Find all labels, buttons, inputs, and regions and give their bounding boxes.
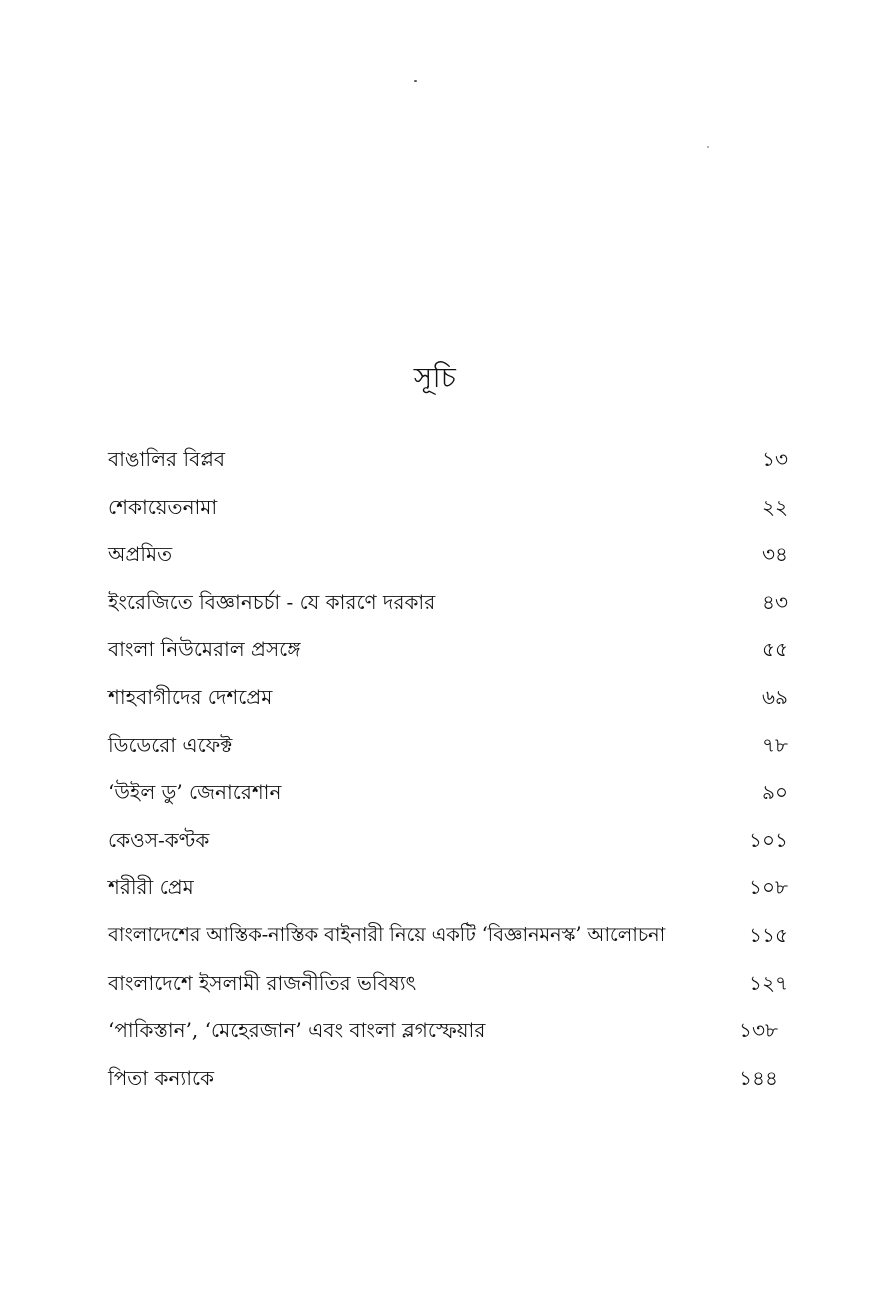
toc-entry xyxy=(108,868,788,916)
toc-entry xyxy=(108,821,788,869)
toc-entry-page: ২২ xyxy=(761,494,788,519)
toc-entry-title: ইংরেজিতে বিজ্ঞানচর্চা - যে কারণে দরকার xyxy=(108,589,436,614)
toc-entry-title: বাংলাদেশের আস্তিক-নাস্তিক বাইনারী নিয়ে একটি ‘বিজ্ঞানমনস্ক’ আলোচনা xyxy=(108,922,666,946)
toc-entry-title: পিতা কন্যাকে xyxy=(108,1065,215,1090)
toc-entry xyxy=(108,630,788,678)
toc-entry-title: শাহবাগীদের দেশপ্রেম xyxy=(108,684,273,709)
toc-entry xyxy=(108,773,788,821)
toc-entry-page: ১৪৪ xyxy=(739,1065,778,1090)
toc-entry xyxy=(108,440,788,488)
toc-entry xyxy=(108,535,788,583)
toc-entry xyxy=(108,488,788,536)
toc-entry xyxy=(108,726,788,774)
toc-entry-title: ‘পাকিস্তান’, ‘মেহেরজান’ এবং বাংলা ব্লগস্ফেয়ার xyxy=(108,1018,486,1043)
toc-entry-page: ১১৫ xyxy=(749,922,788,947)
page-title: সূচি xyxy=(413,361,457,394)
toc-entry-title: শরীরী প্রেম xyxy=(108,875,194,900)
toc-entry-page: ৩৪ xyxy=(762,542,788,567)
toc-entry-page: ১০৮ xyxy=(749,875,788,900)
toc-entry-title: বাংলা নিউমেরাল প্রসঙ্গে xyxy=(108,637,301,662)
toc-entry xyxy=(108,1011,788,1059)
toc-entry-title: অপ্রমিত xyxy=(108,542,173,567)
toc-entry xyxy=(108,678,788,726)
toc-entry xyxy=(108,1059,788,1107)
toc-entry-page: ৪৩ xyxy=(762,589,788,614)
toc-entry xyxy=(108,583,788,631)
toc-entry-page: ৬৯ xyxy=(762,684,788,709)
toc-entry-page: ৯০ xyxy=(762,780,788,805)
toc-entry-page: ৫৫ xyxy=(762,637,788,662)
toc-entry-page: ১২৭ xyxy=(749,970,788,995)
scan-speck xyxy=(707,146,709,148)
scan-speck xyxy=(414,80,417,82)
toc-entry-title: বাংলাদেশে ইসলামী রাজনীতির ভবিষ্যৎ xyxy=(108,970,417,995)
toc-entry-title: ডিডেরো এফেক্ট xyxy=(108,732,233,757)
toc-entry-title: বাঙালির বিপ্লব xyxy=(108,447,226,471)
toc-entry-page: ৭৮ xyxy=(762,732,788,757)
toc-entry-page: ১০১ xyxy=(749,827,788,852)
toc-entry-page: ১৩৮ xyxy=(739,1018,778,1043)
toc-entry xyxy=(108,916,788,964)
toc-entry-title: কেওস-কণ্টক xyxy=(108,827,210,852)
table-of-contents xyxy=(108,440,788,1106)
toc-entry-title: ‘উইল ডু’ জেনারেশান xyxy=(108,780,282,805)
toc-entry xyxy=(108,964,788,1012)
toc-entry-page: ১৩ xyxy=(762,447,788,471)
toc-entry-title: শেকায়েতনামা xyxy=(108,494,218,519)
